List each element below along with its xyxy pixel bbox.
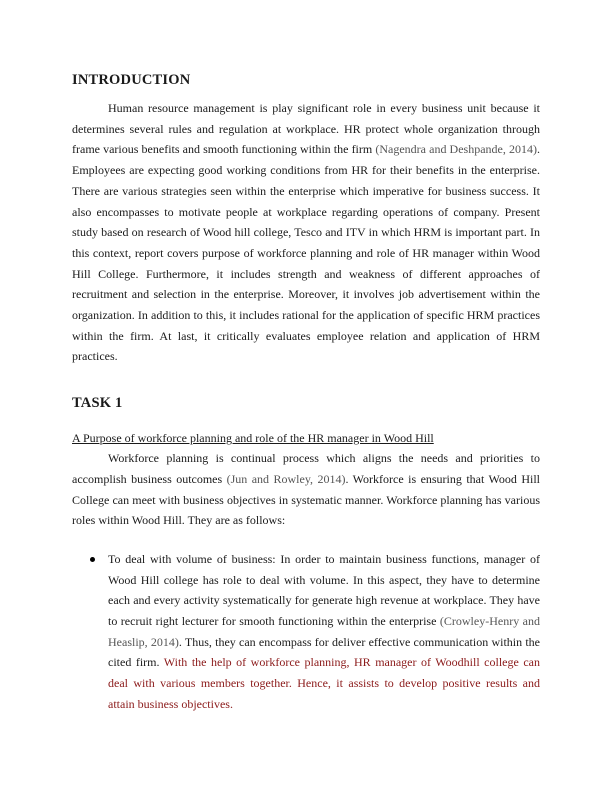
introduction-paragraph bbox=[72, 98, 540, 367]
bullet-icon bbox=[90, 557, 95, 562]
task1-paragraph bbox=[72, 448, 540, 531]
intro-citation: (Nagendra and Deshpande, 2014) bbox=[375, 142, 537, 157]
task1-text-b: . Workforce is ensuring that Wood Hill College can meet with business objectives in systematic manner. Workforce planning has various roles within Wood Hill. They are as follows: bbox=[72, 471, 540, 528]
introduction-heading: INTRODUCTION bbox=[72, 72, 191, 88]
bullet-text-b: . Thus, they can encompass for deliver effective communication within the cited firm. bbox=[108, 634, 541, 670]
intro-text-b: . Employees are expecting good working conditions from HR for their benefits in the enterprise. There are various strategies seen within the enterprise which imperative for business success. It also encompasses to motivate people at workplace regarding operations of company. Present study based on research of Wood hill college, Tesco and ITV in which HRM is important part. In this context, report covers purpose of workforce planning and role of HR manager within Wood Hill College. Furthermore, it includes strength and weakness of different approaches of recruitment and selection in the enterprise. Moreover, it involves job advertisement within the organization. In addition to this, it includes rational for the application of specific HRM practices within the firm. At last, it critically evaluates employee relation and application of HRM practices. bbox=[72, 142, 540, 364]
bullet-highlighted-text: With the help of workforce planning, HR manager of Woodhill college can deal with various members together. Hence, it assists to develop positive results and attain business objectives. bbox=[108, 655, 540, 711]
bullet-text-a: To deal with volume of business: In order to maintain business functions, manager of Wood Hill college has role to deal with volume. In this aspect, they have to determine each and every activity systematically for generate high revenue at workplace. They have to recruit right lecturer for smooth functioning within the enterprise bbox=[108, 551, 540, 629]
task1-text-a: Workforce planning is continual process which aligns the needs and priorities to accomplish business outcomes bbox=[72, 451, 540, 486]
bullet-list-item bbox=[72, 549, 540, 715]
intro-text-a: Human resource management is play significant role in every business unit because it determines several rules and regulation at workplace. HR protect whole organization through frame various benefits and smooth functioning within the firm bbox=[72, 101, 540, 157]
task1-citation: (Jun and Rowley, 2014) bbox=[226, 471, 346, 486]
bullet-citation: (Crowley-Henry and Heaslip, 2014) bbox=[108, 614, 540, 649]
task1-heading: TASK 1 bbox=[72, 395, 123, 412]
document-body bbox=[72, 70, 540, 715]
task1-subheading: A Purpose of workforce planning and role of the HR manager in Wood Hill bbox=[72, 431, 434, 446]
bullet-text bbox=[108, 549, 540, 715]
